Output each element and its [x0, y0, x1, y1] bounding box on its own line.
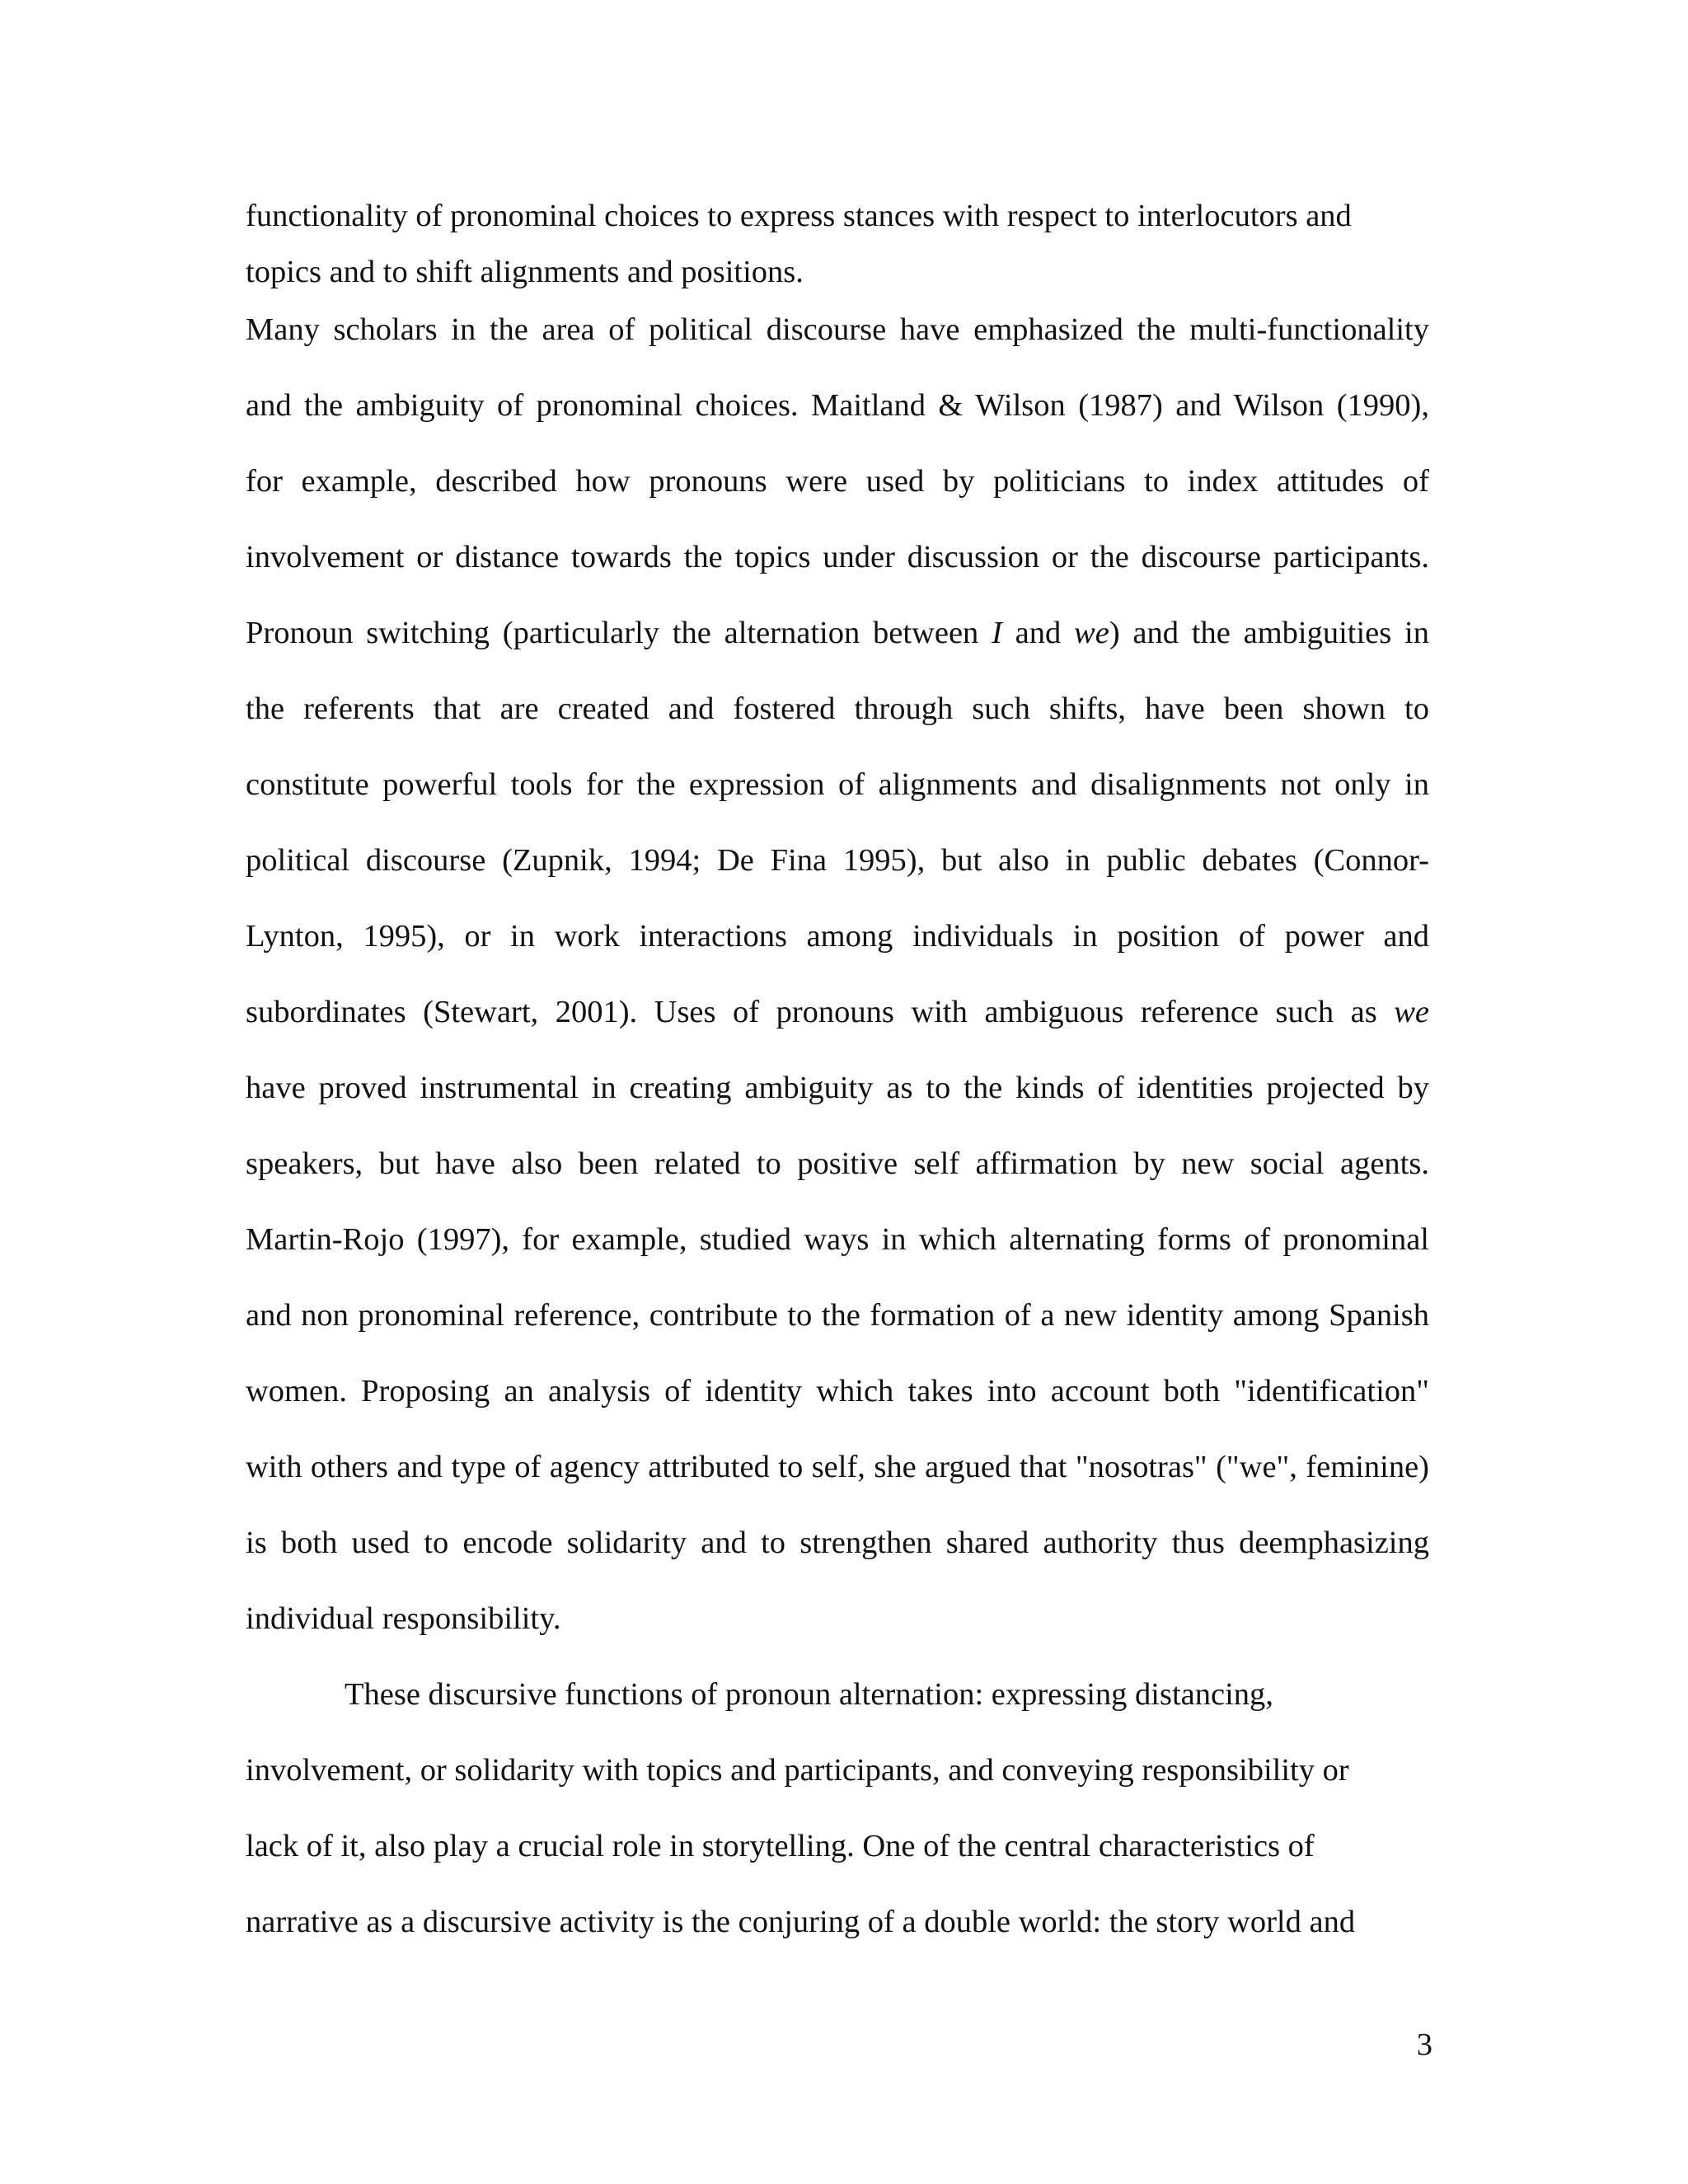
italic-term: we: [1394, 995, 1429, 1029]
text-segment: Pronoun switching (particularly the alternation between: [246, 616, 992, 650]
text-segment: and: [1001, 616, 1075, 650]
page-number: 3: [1416, 2027, 1432, 2062]
italic-term: I: [992, 616, 1002, 650]
text-line: [246, 617, 1429, 649]
text-line: and non pronominal reference, contribute to the formation of a new identity among Spanish: [246, 1298, 1429, 1333]
text-line: have proved instrumental in creating ambiguity as to the kinds of identities projected by: [246, 1071, 1429, 1105]
text-line: speakers, but have also been related to positive self affirmation by new social agents.: [246, 1146, 1429, 1181]
text-line: These discursive functions of pronoun alternation: expressing distancing,: [345, 1677, 1273, 1712]
text-line: narrative as a discursive activity is the conjuring of a double world: the story world and: [246, 1905, 1356, 1939]
text-line: involvement, or solidarity with topics and participants, and conveying responsibility or: [246, 1753, 1349, 1788]
text-line: the referents that are created and fostered through such shifts, have been shown to: [246, 691, 1429, 726]
text-line: Martin-Rojo (1997), for example, studied ways in which alternating forms of pronominal: [246, 1222, 1429, 1257]
text-line: topics and to shift alignments and positions.: [246, 255, 804, 289]
text-line: lack of it, also play a crucial role in storytelling. One of the central characteristics of: [246, 1829, 1315, 1863]
text-line: functionality of pronominal choices to express stances with respect to interlocutors and: [246, 199, 1352, 233]
text-segment: ) and the ambiguities in: [1109, 616, 1429, 650]
text-line: Many scholars in the area of political discourse have emphasized the multi-functionality: [246, 312, 1429, 347]
text-line: women. Proposing an analysis of identity which takes into account both "identification": [246, 1374, 1429, 1408]
text-line: political discourse (Zupnik, 1994; De Fina 1995), but also in public debates (Connor-: [246, 843, 1429, 878]
text-line: is both used to encode solidarity and to strengthen shared authority thus deemphasizing: [246, 1526, 1429, 1560]
text-line: [246, 996, 1429, 1029]
text-line: involvement or distance towards the topics under discussion or the discourse participants.: [246, 540, 1429, 574]
text-line: individual responsibility.: [246, 1601, 561, 1636]
text-line: and the ambiguity of pronominal choices. Maitland & Wilson (1987) and Wilson (1990),: [246, 388, 1429, 423]
text-segment: subordinates (Stewart, 2001). Uses of pronouns with ambiguous reference such as: [246, 995, 1395, 1029]
text-line: constitute powerful tools for the expression of alignments and disalignments not only in: [246, 767, 1429, 802]
text-line: with others and type of agency attributed to self, she argued that "nosotras" ("we", feminine): [246, 1450, 1429, 1484]
italic-term: we: [1074, 616, 1109, 650]
text-line: for example, described how pronouns were used by politicians to index attitudes of: [246, 464, 1429, 499]
text-line: Lynton, 1995), or in work interactions among individuals in position of power and: [246, 919, 1429, 954]
